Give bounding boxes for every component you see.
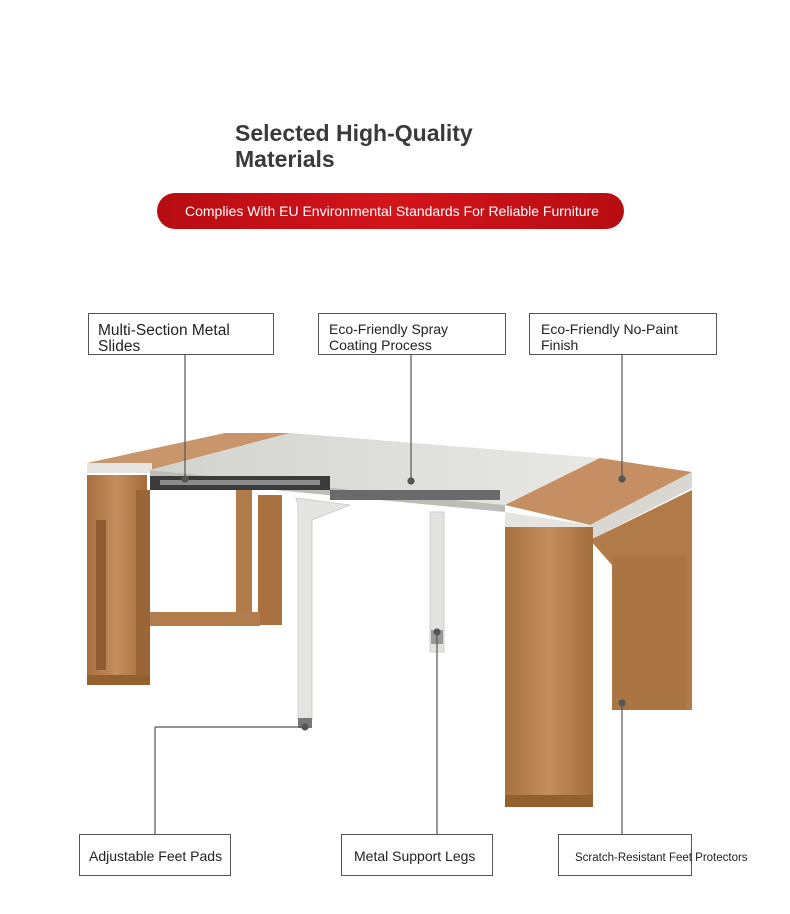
callout-scratch-resistant-feet-protectors bbox=[558, 834, 748, 876]
callout-text: Coating Process bbox=[329, 337, 432, 353]
front-left-wood-leg bbox=[87, 475, 150, 685]
metal-support-legs bbox=[296, 498, 444, 728]
front-right-wood-leg bbox=[505, 527, 593, 807]
callout-text: Finish bbox=[541, 337, 579, 353]
back-left-wood-leg bbox=[150, 490, 282, 626]
banner-text: Complies With EU Environmental Standards For Reliable Furniture bbox=[185, 203, 599, 219]
title-line-1: Selected High-Quality bbox=[235, 120, 473, 146]
callout-text: Multi-Section Metal bbox=[98, 322, 230, 339]
callout-metal-support-legs bbox=[341, 834, 493, 876]
title-line-2: Materials bbox=[235, 146, 335, 172]
callout-text: Metal Support Legs bbox=[354, 848, 476, 864]
callout-text: Adjustable Feet Pads bbox=[89, 848, 223, 864]
callout-eco-friendly-no-paint bbox=[529, 313, 717, 355]
callout-text: Eco-Friendly No-Paint bbox=[541, 321, 678, 337]
callout-text: Slides bbox=[98, 338, 141, 355]
callout-multi-section-metal-slides bbox=[88, 313, 274, 355]
callout-text: Eco-Friendly Spray bbox=[329, 321, 449, 337]
callout-text: Scratch-Resistant Feet Protectors bbox=[575, 852, 748, 864]
callout-adjustable-feet-pads bbox=[79, 834, 231, 876]
callout-eco-friendly-spray bbox=[318, 313, 506, 355]
